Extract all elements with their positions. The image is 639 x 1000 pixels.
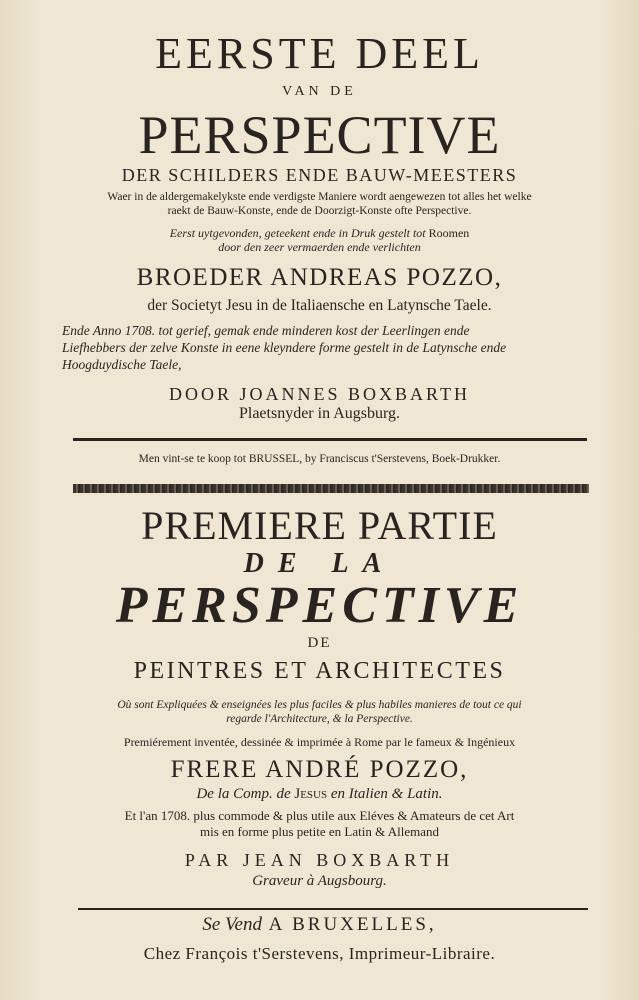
french-edition-note — [0, 808, 639, 840]
dutch-invention-place: Roomen — [425, 226, 470, 240]
dutch-description-line2: raekt de Bauw-Konste, ende de Doorzigt-Konste ofte Perspective. — [167, 205, 472, 217]
french-publisher: Chez François t'Serstevens, Imprimeur-Libraire. — [143, 944, 496, 963]
french-society — [0, 786, 639, 803]
french-title-main: PERSPECTIVE — [115, 577, 524, 634]
french-description-line2: regarde l'Architecture, & la Perspective. — [226, 713, 413, 725]
divider-rule — [73, 438, 587, 441]
french-edition-line1: Et l'an 1708. plus commode & plus utile aux Eléves & Amateurs de cet Art — [124, 808, 515, 823]
french-society-jesus: Jesus — [290, 786, 331, 802]
french-description — [0, 698, 639, 726]
french-sale-line — [0, 914, 639, 936]
dutch-description-line1: Waer in de aldergemakelykste ende verdigste Maniere wordt aengewezen tot alles het welke — [107, 191, 532, 203]
dutch-invention — [0, 226, 639, 254]
dutch-invention-line2: door den zeer vermaerden ende verlichten — [218, 240, 421, 254]
french-author: FRERE ANDRÉ POZZO, — [170, 756, 469, 783]
french-description-line1: Où sont Expliquées & enseignées les plus faciles & plus habiles manieres de tout ce qui — [117, 699, 522, 711]
dutch-title-main: PERSPECTIVE — [138, 105, 501, 165]
dutch-edition-line2: Liefhebbers der zelve Konste in eene kleyndere forme gestelt in de Latynsche ende — [62, 340, 507, 355]
dutch-society: der Societyt Jesu in de Italiaensche en Latynsche Taele. — [147, 297, 492, 314]
dutch-edition-line1: Ende Anno 1708. tot gerief, gemak ende minderen kost der Leerlingen ende — [62, 323, 470, 338]
dutch-title-line1: EERSTE DEEL — [155, 29, 484, 78]
french-sale-italic: Se Vend — [202, 914, 262, 935]
dutch-subtitle: DER SCHILDERS ENDE BAUW-MEESTERS — [121, 165, 518, 185]
dutch-edition-line3: Hoogduydische Taele, — [62, 357, 182, 372]
dutch-engraver: DOOR JOANNES BOXBARTH — [169, 384, 470, 404]
french-subtitle: PEINTRES ET ARCHITECTES — [133, 658, 506, 684]
dutch-sale-line: Men vint-se te koop tot BRUSSEL, by Franciscus t'Serstevens, Boek-Drukker. — [138, 453, 501, 465]
dutch-description — [0, 190, 639, 218]
dutch-title-line2: VAN DE — [282, 84, 357, 99]
french-engraver-title: Graveur à Augsbourg. — [252, 873, 387, 889]
french-title-line2: DE LA — [243, 548, 396, 579]
dutch-engraver-title: Plaetsnyder in Augsburg. — [238, 405, 401, 422]
ornamental-band — [73, 484, 589, 493]
dutch-edition-note — [62, 322, 592, 373]
dutch-invention-italic: Eerst uytgevonden, geteekent ende in Druk gestelt tot — [169, 226, 426, 240]
french-invention: Premiérement inventée, dessinée & imprimée à Rome par le fameux & Ingénieux — [123, 735, 516, 749]
french-edition-line2: mis en forme plus petite en Latin & Allemand — [199, 824, 439, 839]
french-title-line4: DE — [307, 635, 332, 651]
dutch-author: BROEDER ANDREAS POZZO, — [136, 264, 503, 291]
bottom-rule — [78, 908, 588, 910]
french-engraver: PAR JEAN BOXBARTH — [184, 850, 455, 870]
french-title-line1: PREMIERE PARTIE — [141, 503, 498, 548]
french-society-italic1: De la Comp. de — [196, 786, 291, 802]
french-sale-place: A BRUXELLES, — [261, 914, 437, 935]
french-society-italic2: en Italien & Latin. — [330, 786, 443, 802]
